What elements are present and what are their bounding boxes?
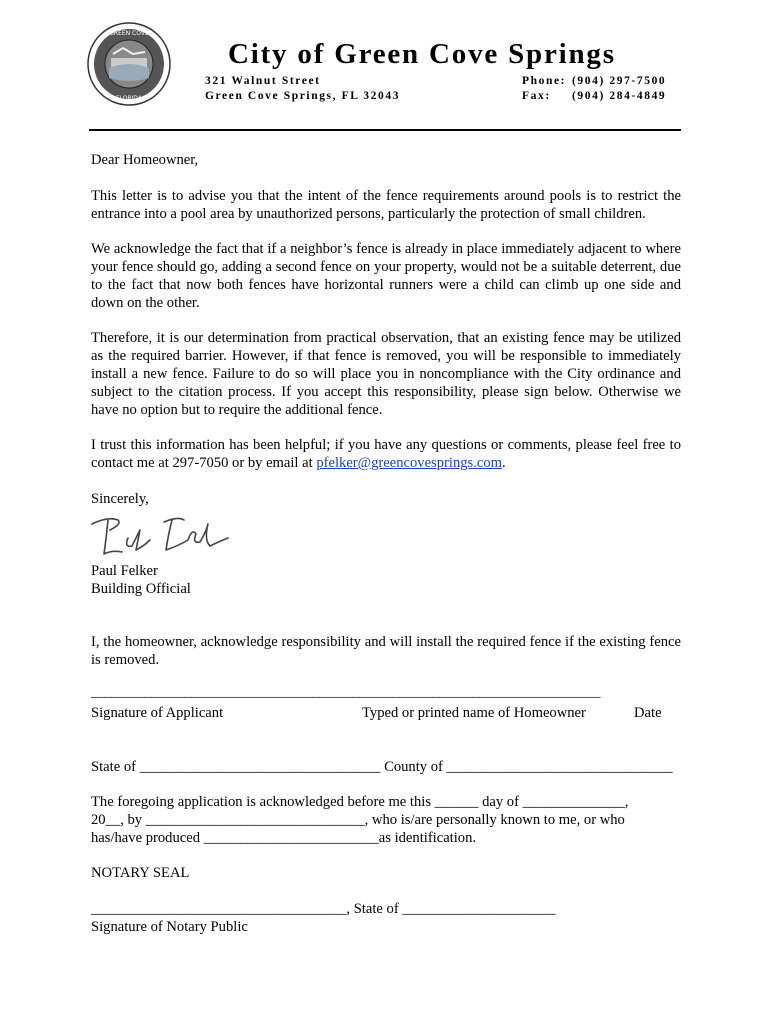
fax-number: (904) 284-4849 [572, 90, 667, 102]
fax-label: Fax: [522, 90, 551, 102]
paragraph-contact [91, 436, 681, 472]
city-title: City of Green Cove Springs [228, 38, 616, 70]
foregoing-line-1[interactable]: The foregoing application is acknowledged before me this ______ day of ______________, [91, 794, 629, 810]
phone-number: (904) 297-7500 [572, 75, 667, 87]
contact-text: I trust this information has been helpful; if you have any questions or comments, please feel free to contact me at 297-7050 or by email at [91, 437, 681, 471]
signature-line[interactable]: ____________________________________________________________________________ [91, 685, 601, 700]
closing: Sincerely, [91, 491, 149, 507]
date-label: Date [634, 705, 662, 721]
typed-name-label: Typed or printed name of Homeowner [362, 705, 586, 721]
notary-signature-label: Signature of Notary Public [91, 919, 248, 935]
paragraph-neighbor-fence: We acknowledge the fact that if a neighbor’s fence is already in place immediately adjacent to where your fence should go, adding a second fence on your property, would not be a suitable deterrent, due to the fact that now both fences have horizontal runners were a child can climb up one side and down on the other. [91, 241, 681, 311]
paragraph-determination: Therefore, it is our determination from practical observation, that an existing fence may be utilized as the required barrier. However, if that fence is removed, you will be responsible to immediately install a new fence. Failure to do so will place you in noncompliance with the City ordinance and subject to the citation process. If you accept this responsibility, please sign below. Otherwise we have no option but to require the additional fence. [91, 330, 681, 418]
street-address: 321 Walnut Street [205, 75, 321, 87]
svg-text:FLORIDA: FLORIDA [116, 95, 142, 102]
signer-name: Paul Felker [91, 563, 158, 579]
email-link[interactable]: pfelker@greencovesprings.com [316, 455, 502, 471]
signature-of-applicant-label: Signature of Applicant [91, 705, 224, 721]
homeowner-acknowledgment: I, the homeowner, acknowledge responsibility and will install the required fence if the existing fence is removed. [91, 634, 681, 668]
foregoing-line-3[interactable]: has/have produced ________________________as identification. [91, 830, 477, 846]
salutation: Dear Homeowner, [91, 152, 199, 168]
paragraph-intent: This letter is to advise you that the intent of the fence requirements around pools is to restrict the entrance into a pool area by unauthorized persons, particularly the protection of small children. [91, 188, 681, 222]
notary-signature-line[interactable]: ___________________________________, State of _____________________ [91, 901, 556, 917]
signer-title: Building Official [91, 581, 191, 597]
contact-text-end: . [502, 455, 506, 471]
phone-label: Phone: [522, 75, 567, 87]
city-seal-logo [87, 22, 171, 106]
notary-seal-label: NOTARY SEAL [91, 865, 190, 881]
city-state-zip: Green Cove Springs, FL 32043 [205, 90, 401, 102]
header-divider [89, 129, 681, 131]
svg-text:GREEN COVE: GREEN COVE [109, 30, 149, 37]
handwritten-signature [88, 510, 238, 560]
state-county-line[interactable]: State of _________________________________ County of _______________________________ [91, 759, 673, 775]
foregoing-line-2[interactable]: 20__, by ______________________________, who is/are personally known to me, or who [91, 812, 625, 828]
